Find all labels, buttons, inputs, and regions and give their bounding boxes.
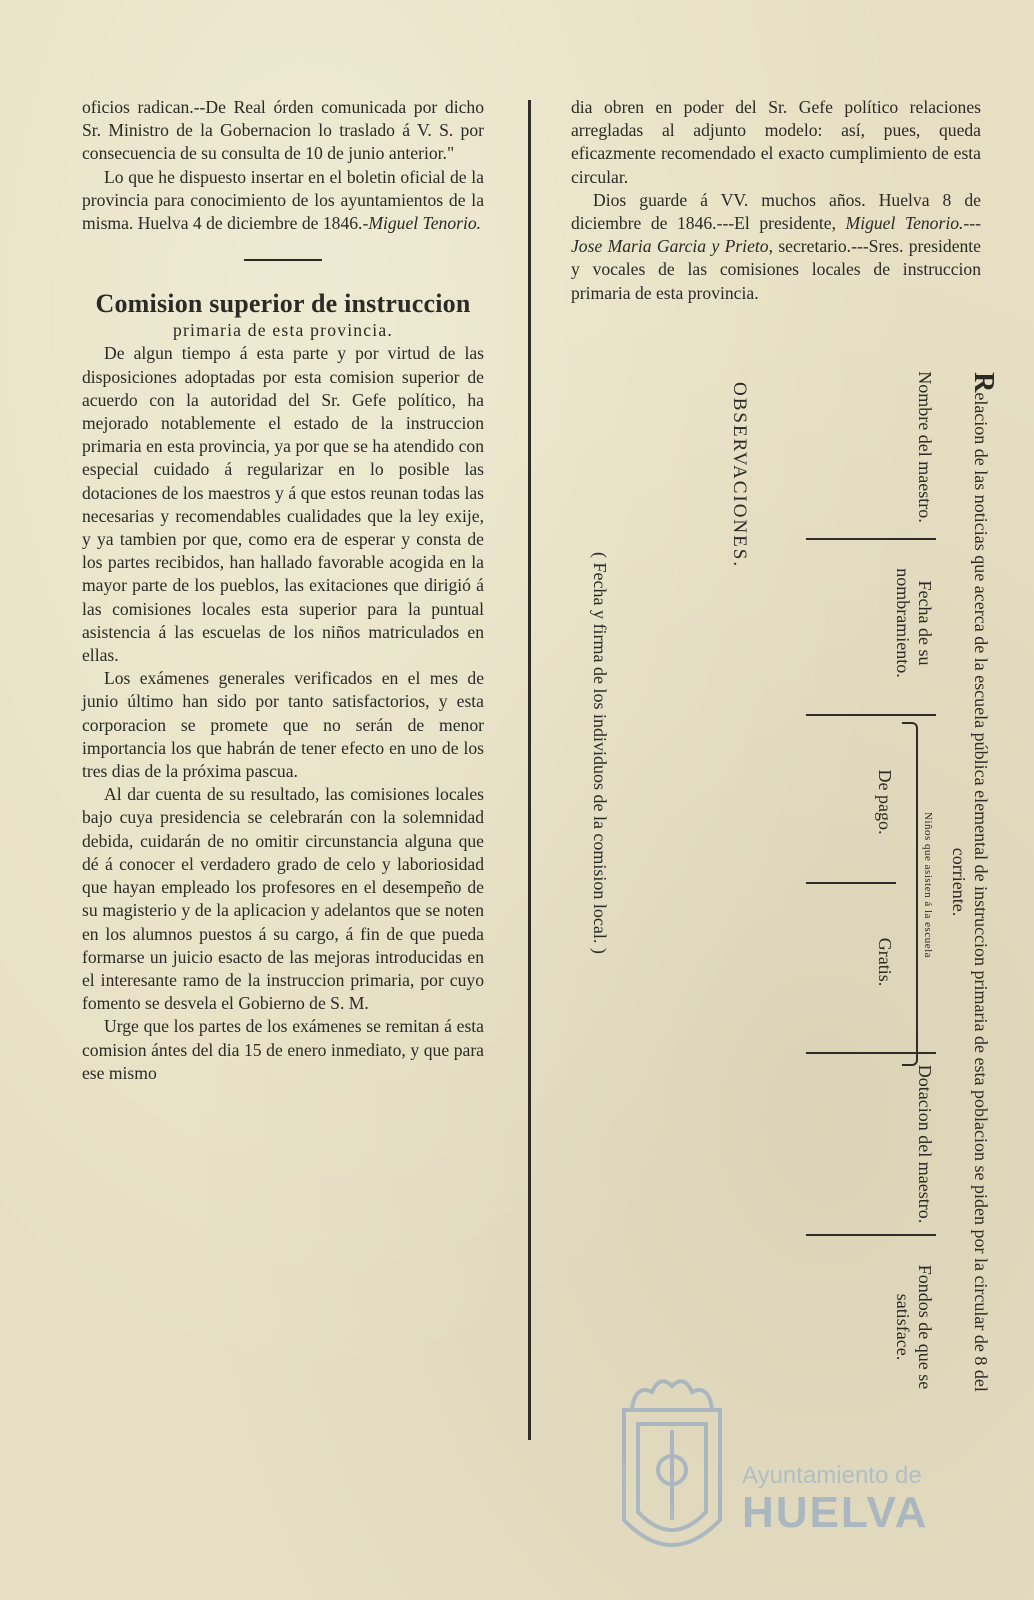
column-divider (528, 100, 531, 1440)
fecha-firma-line: ( Fecha y firma de los individuos de la comision local. ) (590, 552, 610, 954)
observaciones-label: OBSERVACIONES. (729, 382, 750, 569)
model-table-region (560, 352, 1000, 1422)
brace-mark (902, 722, 918, 1066)
body-paragraph-3: Al dar cuenta de su resultado, las comisiones locales bajo cuya presidencia se celebrarán con la solemnidad debida, cuidarán de no omitir circunstancia alguna que dé á conocer el verdadero grado de celo y laboriosidad que hayan empleado los profesores en el desempeño de su magisterio y de la aplicacion y adelantos que se noten en los alumnos puestos á su cargo, á fin de que pueda formarse un juicio esacto de las mejoras introducidas en el interesante ramo de la instruccion primaria, por cuyo fomento se desvela el Gobierno de S. M. (82, 784, 484, 1014)
column-header-dotacion: Dotacion del maestro. (915, 1064, 935, 1224)
right-paragraph-2-text: Dios guarde á VV. muchos años. Huelva 8 de diciembre de 1846.---El presidente, (571, 189, 981, 234)
name-separator: --- (963, 213, 981, 234)
insert-paragraph-signature: Miguel Tenorio. (368, 213, 482, 234)
watermark (612, 1370, 992, 1570)
crest-icon (612, 1370, 732, 1570)
column-header-gratis: Gratis. (875, 937, 895, 987)
body-paragraph-4: Urge que los partes de los exámenes se remitan á esta comision ántes del dia 15 de enero inmediato, y que para ese mismo (82, 1016, 484, 1083)
insert-paragraph-text: Lo que he dispuesto insertar en el boletin oficial de la provincia para conocimiento de los ayuntamientos de la misma. Huelva 4 de diciembre de 1846.- (82, 166, 484, 234)
column-header-fecha: Fecha de su nombramiento. (893, 568, 935, 678)
column-rule-1 (806, 538, 936, 540)
left-column (82, 96, 484, 1085)
column-rule-5 (806, 1234, 936, 1236)
drop-cap: R (968, 372, 999, 393)
watermark-line-1: Ayuntamiento de (742, 1462, 922, 1489)
top-paragraph: oficios radican.--De Real órden comunicada por dicho Sr. Ministro de la Gobernacion lo traslado á V. S. por consecuencia de su consulta de 10 de junio anterior." (82, 97, 484, 164)
section-subtitle: primaria de esta provincia. (173, 320, 393, 341)
section-divider (244, 259, 322, 261)
column-header-nombre: Nombre del maestro. (915, 371, 935, 523)
column-rule-3 (806, 882, 896, 884)
watermark-line-2: HUELVA (742, 1488, 929, 1537)
column-header-fondos: Fondos de que se satisface. (893, 1264, 935, 1390)
section-title: Comision superior de instruccion (95, 289, 471, 319)
model-table-heading-text: elacion de las noticias que acerca de la escuela pública elemental de instruccion primaria de esta poblacion se piden por la circular de 8 del corriente. (949, 392, 991, 1392)
brace-label: Niños que asisten á la escuela (922, 812, 934, 959)
model-table-heading (948, 362, 999, 1402)
secretary-name: Jose Maria Garcia y Prieto (571, 236, 769, 257)
column-rule-4 (806, 1052, 936, 1054)
insert-paragraph (82, 166, 484, 236)
body-paragraph-1: De algun tiempo á esta parte y por virtud de las disposiciones adoptadas por esta comision superior de acuerdo con la autoridad del Sr. Gefe político, ha mejorado notablemente el estado de la instruccion primaria en esta provincia, ya por que se ha atendido con especial cuidado á regularizar en lo posible las dotaciones de los maestros y á que estos reunan todas las necesarias y recomendables cualidades que la ley exije, y ya tambien por que, como era de esperar y consta de los partes recibidos, han hallado favorable acogida en la mayor parte de los pueblos, las exitaciones que dirigió á las comisiones locales esta superior para la puntual asistencia á las escuelas de los niños matriculados en ellas. (82, 343, 484, 666)
president-name: Miguel Tenorio. (845, 213, 964, 234)
column-header-de-pago: De pago. (875, 769, 895, 835)
right-column (571, 96, 981, 305)
right-paragraph-2 (571, 189, 981, 305)
body-paragraph-2: Los exámenes generales verificados en el mes de junio último han sido por tanto satisfactorios, y esta corporacion se promete que no serán de menor importancia los que habrán de tener efecto en uno de los tres dias de la próxima pascua. (82, 668, 484, 782)
model-table-rotated (560, 352, 1000, 1422)
right-paragraph-1: dia obren en poder del Sr. Gefe político relaciones arregladas al adjunto modelo: así, pues, queda eficazmente recomendado el exacto cumplimiento de esta circular. (571, 97, 981, 187)
column-rule-2 (806, 714, 936, 716)
model-table (806, 352, 936, 1422)
right-paragraph-2-tail: , secretario.---Sres. presidente y vocales de las comisiones locales de instruccion primaria de esta provincia. (571, 236, 981, 303)
